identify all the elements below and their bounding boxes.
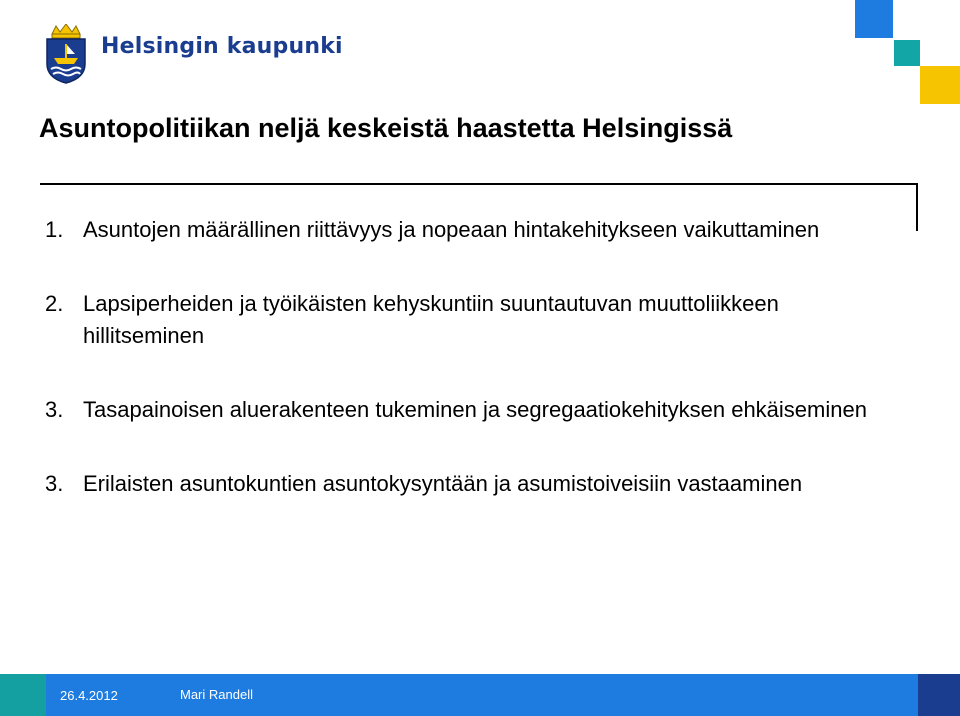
item-text: Lapsiperheiden ja työikäisten kehyskuntiin suuntautuvan muuttoliikkeen hillitseminen <box>83 291 779 348</box>
footer-bar <box>0 674 960 716</box>
title-divider <box>40 183 918 185</box>
list-item <box>45 288 905 352</box>
slide-title: Asuntopolitiikan neljä keskeistä haastetta Helsingissä <box>39 113 733 143</box>
list-item <box>45 214 905 246</box>
item-number: 1. <box>45 217 64 242</box>
decor-square-teal <box>894 40 920 66</box>
item-text: Asuntojen määrällinen riittävyys ja nopeaan hintakehitykseen vaikuttaminen <box>83 217 820 242</box>
footer-accent-right <box>918 674 960 716</box>
item-text: Erilaisten asuntokuntien asuntokysyntään ja asumistoiveisiin vastaaminen <box>83 471 803 496</box>
title-divider-corner <box>916 183 918 231</box>
footer-date: 26.4.2012 <box>60 688 118 703</box>
list-item <box>45 394 905 426</box>
item-number: 3. <box>45 397 64 422</box>
helsinki-crest-icon <box>44 24 88 84</box>
item-number: 2. <box>45 291 64 316</box>
footer-accent-left <box>0 674 46 716</box>
item-text: Tasapainoisen aluerakenteen tukeminen ja segregaatiokehityksen ehkäiseminen <box>83 397 867 422</box>
challenge-list <box>45 214 905 542</box>
footer-author: Mari Randell <box>180 687 253 702</box>
decor-square-blue <box>855 0 893 38</box>
decor-square-yellow <box>920 66 960 104</box>
list-item <box>45 468 905 500</box>
item-number: 3. <box>45 471 64 496</box>
brand-name: Helsingin kaupunki <box>101 34 343 59</box>
